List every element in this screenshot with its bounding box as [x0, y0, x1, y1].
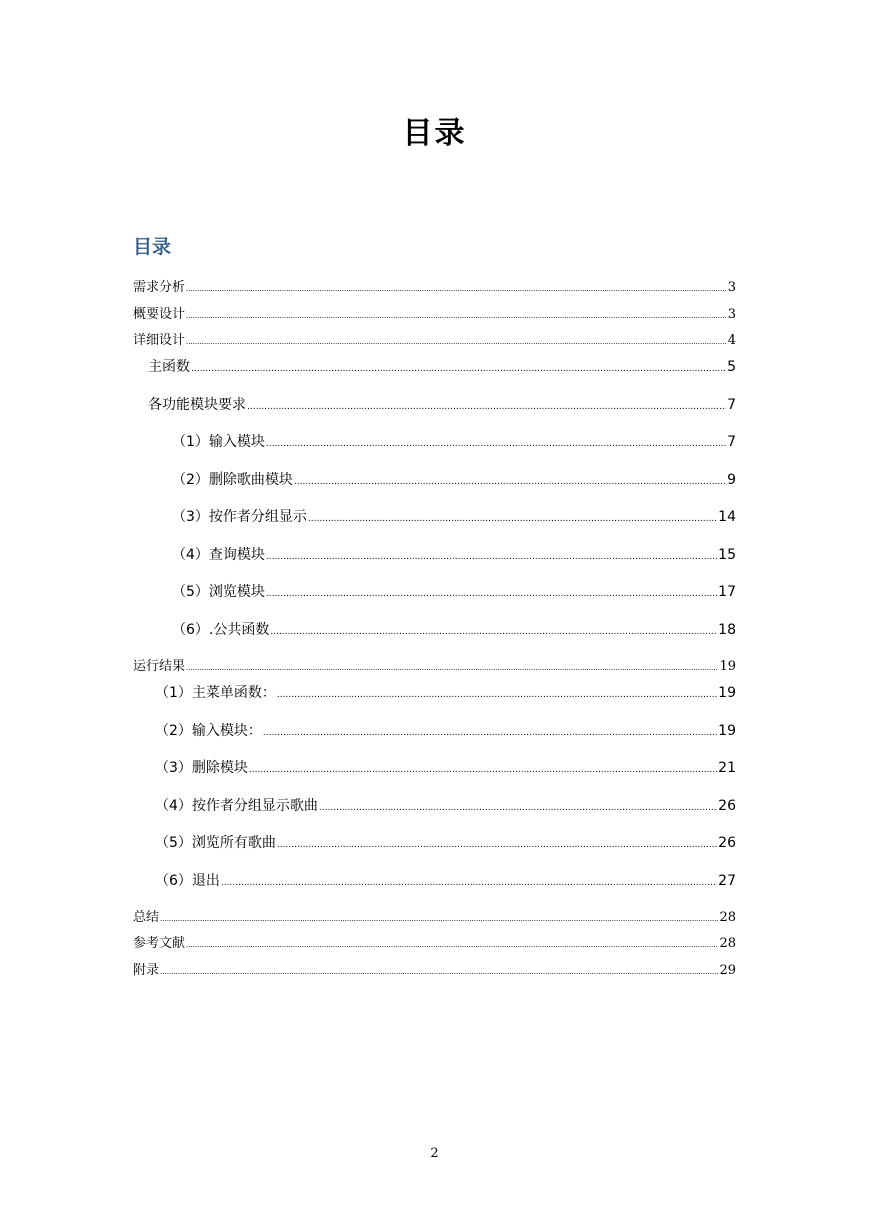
toc-entry-page: 28	[719, 936, 736, 951]
toc-entry-page: 3	[727, 307, 736, 322]
toc-entry-page: 15	[718, 547, 736, 563]
toc-entry-page: 19	[719, 659, 736, 674]
dot-leader	[186, 664, 718, 672]
toc-entry-page: 17	[718, 584, 736, 600]
toc-entry-run-results[interactable]	[133, 655, 736, 674]
dot-leader	[249, 765, 717, 775]
dot-leader	[186, 941, 718, 949]
toc-entry-label: （1）输入模块	[172, 434, 265, 450]
dot-leader	[160, 915, 718, 923]
toc-entry-label: 附录	[133, 963, 160, 978]
toc-entry-page: 19	[718, 723, 736, 739]
dot-leader	[294, 477, 726, 487]
toc-entry-page: 18	[718, 622, 736, 638]
dot-leader	[277, 690, 717, 700]
dot-leader	[191, 364, 726, 374]
toc-entry-label: （6）.公共函数	[172, 622, 270, 638]
toc-entry-label: （1）主菜单函数：	[155, 685, 276, 701]
dot-leader	[270, 627, 717, 637]
toc-heading: 目录	[133, 236, 172, 258]
toc-entry-label: 需求分析	[133, 280, 186, 295]
toc-entry-common-functions[interactable]	[172, 619, 736, 639]
toc-entry-page: 4	[727, 333, 736, 348]
toc-entry-page: 28	[719, 910, 736, 925]
toc-entry-browse-all-songs[interactable]	[155, 832, 736, 852]
toc-entry-label: 概要设计	[133, 307, 186, 322]
page-number: 2	[430, 1146, 439, 1161]
toc-entry-summary[interactable]	[133, 906, 736, 925]
toc-entry-page: 27	[718, 873, 736, 889]
toc-entry-page: 7	[727, 434, 736, 450]
toc-entry-label: 参考文献	[133, 936, 186, 951]
page-title: 目录	[402, 116, 467, 151]
toc-entry-references[interactable]	[133, 932, 736, 951]
dot-leader	[160, 968, 718, 976]
toc-entry-label: （3）按作者分组显示	[172, 509, 307, 525]
dot-leader	[186, 338, 727, 346]
dot-leader	[266, 589, 717, 599]
toc-entry-main-menu-function[interactable]	[155, 682, 736, 702]
toc-entry-label: （5）浏览所有歌曲	[155, 835, 276, 851]
toc-entry-label: （5）浏览模块	[172, 584, 265, 600]
toc-entry-page: 21	[718, 760, 736, 776]
dot-leader	[266, 439, 726, 449]
toc-entry-input-module-result[interactable]	[155, 720, 736, 740]
toc-entry-page: 7	[727, 397, 736, 413]
toc-entry-page: 14	[718, 509, 736, 525]
toc-entry-delete-song-module[interactable]	[172, 469, 736, 489]
toc-entry-group-by-author[interactable]	[172, 506, 736, 526]
dot-leader	[319, 803, 717, 813]
toc-entry-label: 详细设计	[133, 333, 186, 348]
toc-entry-label: 总结	[133, 910, 160, 925]
toc-entry-label: 运行结果	[133, 659, 186, 674]
dot-leader	[186, 285, 727, 293]
toc-entry-overview-design[interactable]	[133, 303, 736, 322]
toc-entry-label: （3）删除模块	[155, 760, 248, 776]
toc-entry-detailed-design[interactable]	[133, 329, 736, 348]
toc-entry-appendix[interactable]	[133, 959, 736, 978]
toc-entry-module-requirements[interactable]	[148, 394, 736, 414]
toc-entry-label: 主函数	[148, 359, 190, 375]
toc-entry-page: 3	[727, 280, 736, 295]
toc-entry-page: 9	[727, 472, 736, 488]
dot-leader	[221, 878, 717, 888]
toc-entry-page: 29	[719, 963, 736, 978]
toc-entry-requirements[interactable]	[133, 276, 736, 295]
toc-entry-page: 26	[718, 835, 736, 851]
toc-entry-label: （6）退出	[155, 873, 220, 889]
dot-leader	[186, 312, 727, 320]
dot-leader	[308, 514, 717, 524]
dot-leader	[277, 840, 717, 850]
dot-leader	[263, 728, 717, 738]
toc-entry-query-module[interactable]	[172, 544, 736, 564]
toc-entry-main-function[interactable]	[148, 356, 736, 376]
toc-entry-browse-module[interactable]	[172, 581, 736, 601]
toc-entry-label: （4）按作者分组显示歌曲	[155, 798, 318, 814]
toc-entry-input-module[interactable]	[172, 431, 736, 451]
toc-entry-label: （2）删除歌曲模块	[172, 472, 293, 488]
toc-entry-delete-module-result[interactable]	[155, 757, 736, 777]
toc-entry-group-songs-result[interactable]	[155, 795, 736, 815]
toc-entry-page: 5	[727, 359, 736, 375]
toc-entry-label: 各功能模块要求	[148, 397, 246, 413]
toc-entry-page: 26	[718, 798, 736, 814]
toc-entry-label: （2）输入模块：	[155, 723, 262, 739]
dot-leader	[266, 552, 717, 562]
dot-leader	[247, 402, 726, 412]
toc-entry-page: 19	[718, 685, 736, 701]
toc-entry-exit[interactable]	[155, 870, 736, 890]
toc-entry-label: （4）查询模块	[172, 547, 265, 563]
